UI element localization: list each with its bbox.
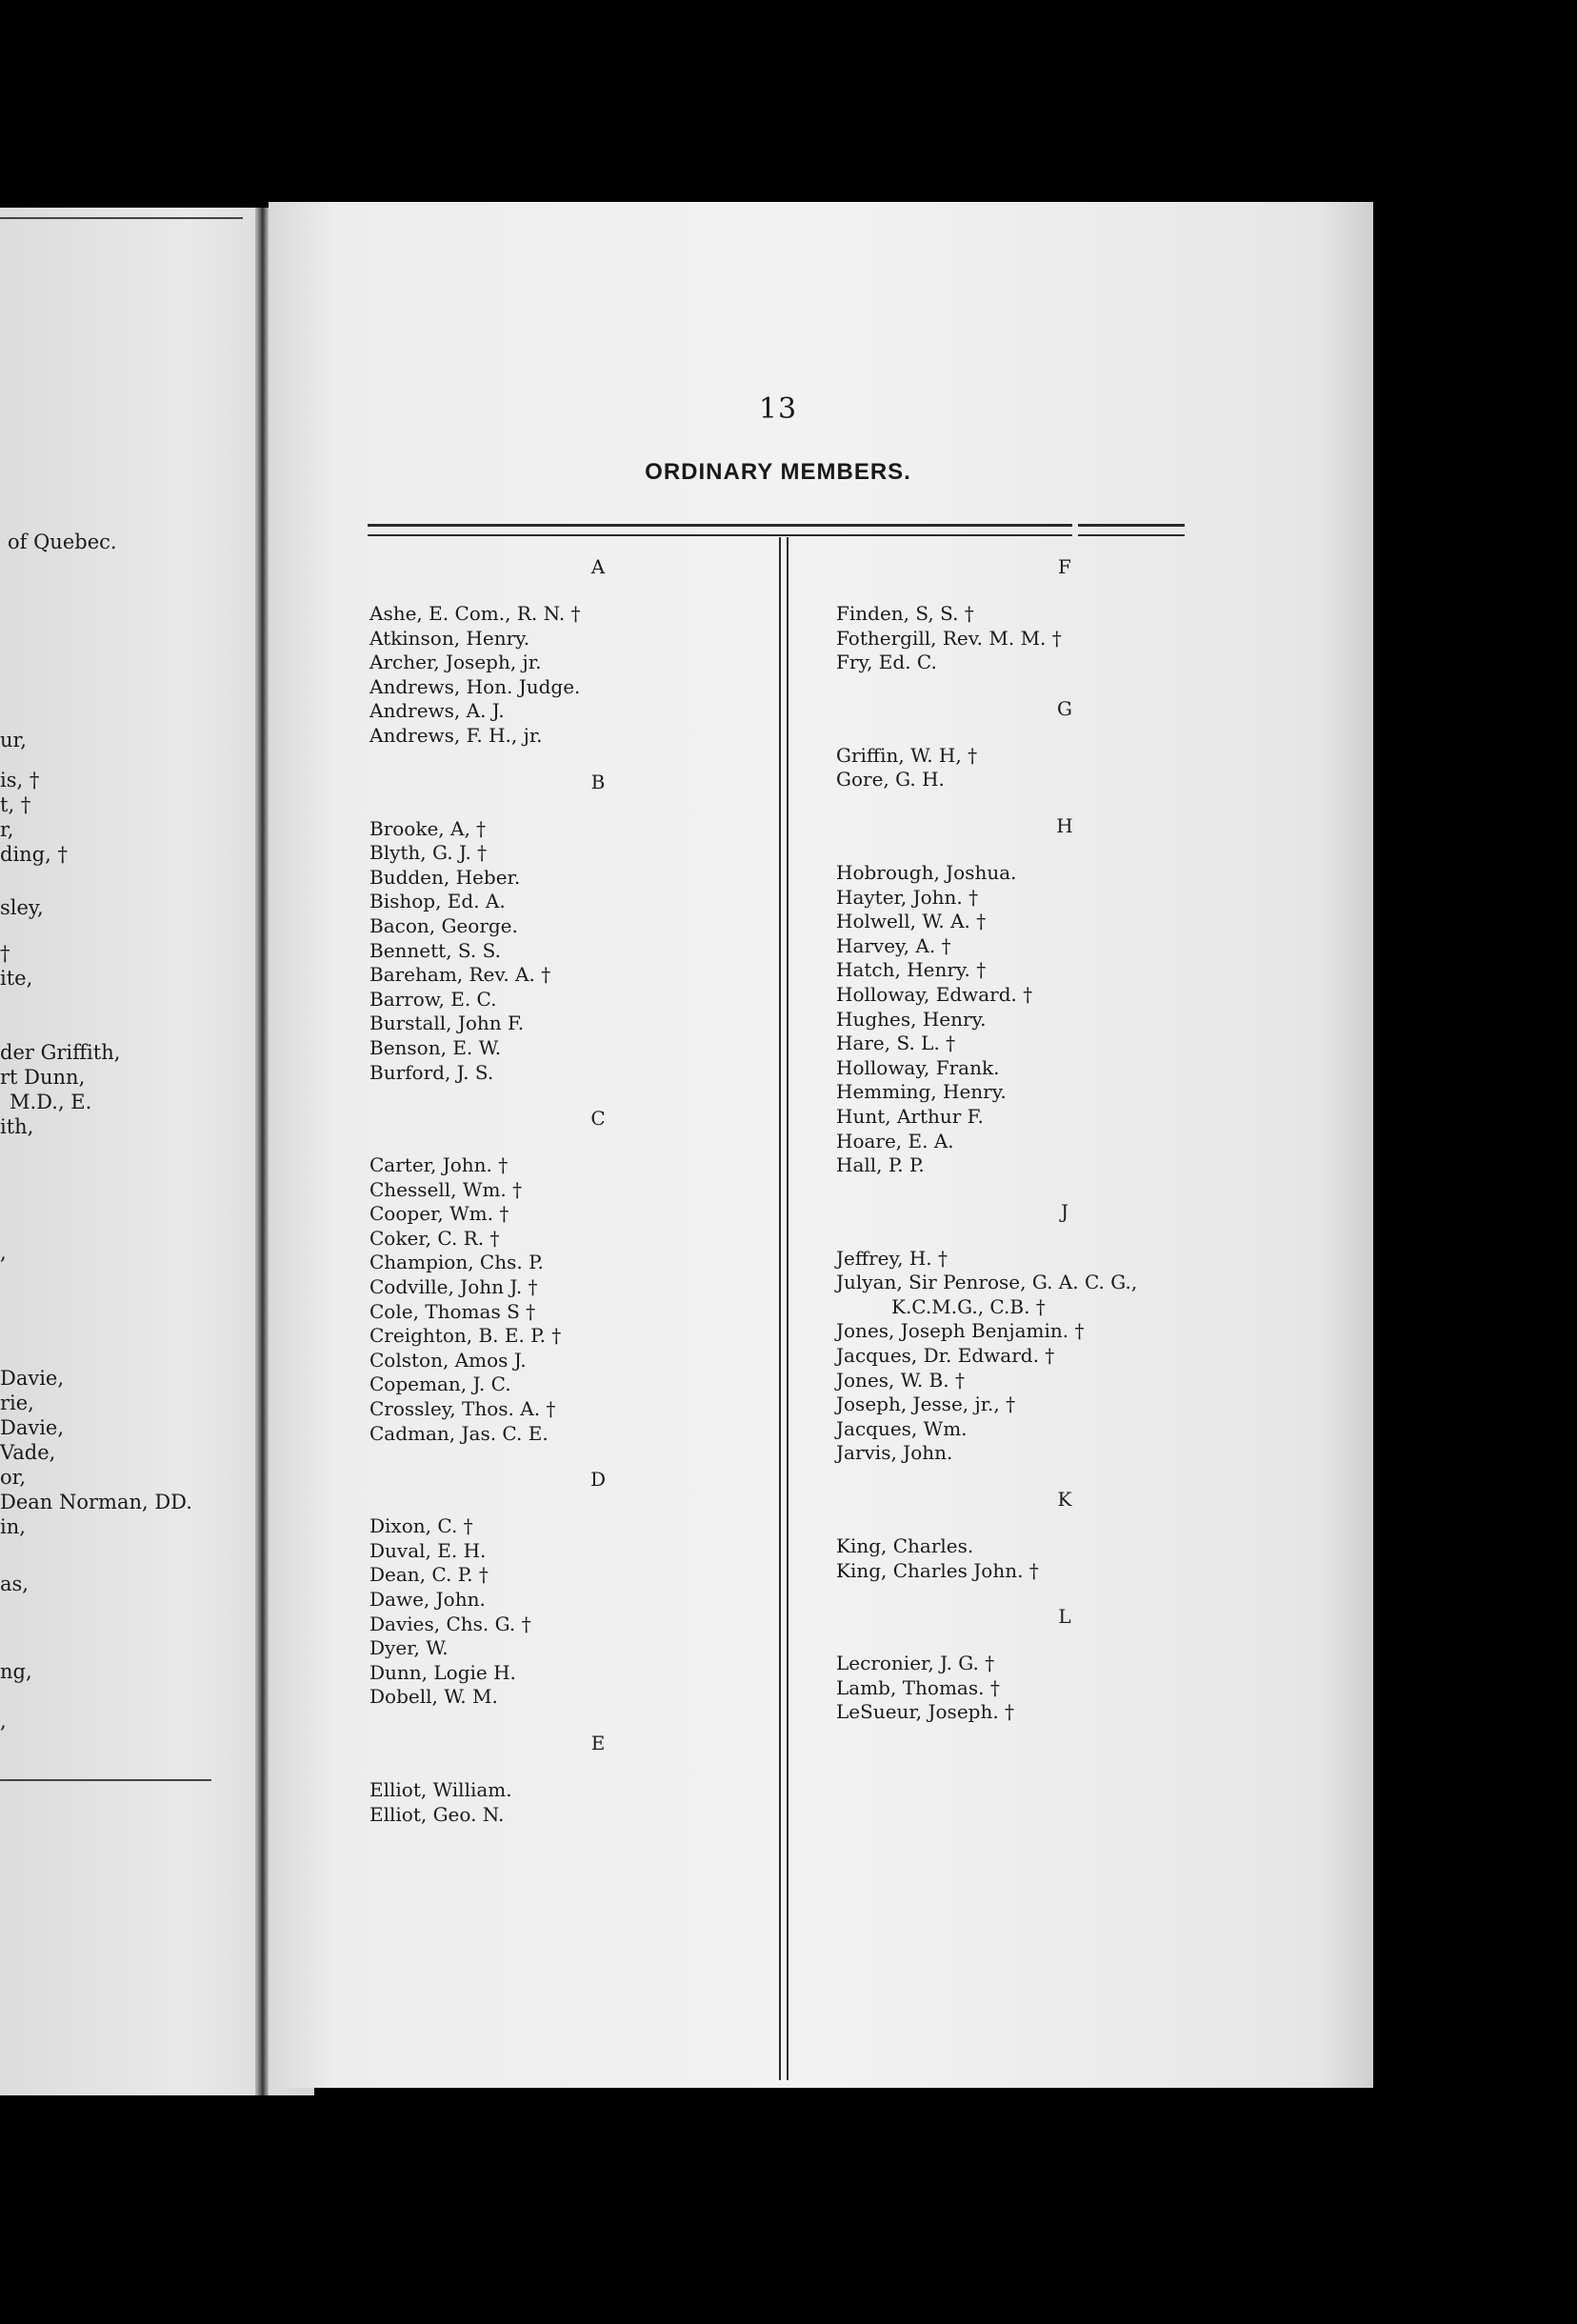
member-list	[369, 602, 788, 749]
section-c	[369, 1106, 788, 1446]
member-list	[836, 1534, 1255, 1583]
member-entry: Colston, Amos J.	[369, 1348, 527, 1372]
member-entry: Davies, Chs. G. †	[369, 1612, 531, 1635]
left-line: Dean Norman, DD.	[0, 1491, 192, 1513]
left-line: Davie,	[0, 1416, 65, 1439]
member-entry: Hemming, Henry.	[836, 1080, 1007, 1104]
left-line: ith,	[0, 1115, 34, 1138]
member-entry: Burstall, John F.	[369, 1012, 525, 1035]
member-entry: Dobell, W. M.	[369, 1685, 498, 1709]
member-entry: Andrews, A. J.	[369, 699, 505, 723]
left-line: M.D., E.	[10, 1091, 92, 1113]
member-entry: Creighton, B. E. P. †	[369, 1324, 562, 1348]
section-letter: A	[590, 555, 606, 578]
left-line: in,	[0, 1515, 26, 1538]
member-entry: LeSueur, Joseph. †	[836, 1700, 1015, 1724]
left-line: of Quebec.	[8, 531, 117, 553]
section-letter: E	[590, 1731, 606, 1754]
section-a	[369, 554, 788, 749]
member-entry: Archer, Joseph, jr.	[369, 651, 542, 674]
member-entry: Bareham, Rev. A. †	[369, 963, 551, 987]
section-k	[836, 1487, 1255, 1583]
left-line: ng,	[0, 1660, 32, 1683]
member-entry: Griffin, W. H, †	[836, 743, 978, 767]
member-entry: Jacques, Wm.	[836, 1416, 968, 1440]
section-d	[369, 1467, 788, 1710]
left-line: r,	[0, 818, 14, 841]
section-letter: F	[1058, 555, 1071, 578]
header-double-rule	[368, 524, 1072, 536]
member-entry: Andrews, Hon. Judge.	[369, 674, 581, 698]
member-entry: Chessell, Wm. †	[369, 1177, 523, 1201]
member-entry: Brooke, A, †	[369, 816, 487, 840]
member-entry: Benson, E. W.	[369, 1035, 502, 1059]
member-entry: Champion, Chs. P.	[369, 1251, 544, 1274]
section-f	[836, 554, 1255, 675]
member-entry: Carter, John. †	[369, 1153, 509, 1177]
section-b	[369, 770, 788, 1086]
section-letter: G	[1057, 696, 1072, 720]
left-line: sley,	[0, 896, 44, 919]
section-letter: H	[1056, 813, 1073, 837]
members-column-right	[836, 554, 1255, 1746]
section-e	[369, 1731, 788, 1827]
member-list	[836, 744, 1255, 792]
member-entry: Burford, J. S.	[369, 1060, 494, 1084]
member-list	[836, 602, 1255, 675]
left-bottom-rule	[0, 1779, 211, 1781]
member-entry: Jones, W. B. †	[836, 1368, 965, 1392]
right-page	[269, 202, 1373, 2088]
member-entry: Cooper, Wm. †	[369, 1202, 509, 1226]
member-entry: Dixon, C. †	[369, 1514, 473, 1538]
member-entry: Blyth, G. J. †	[369, 841, 488, 865]
member-entry: Hunt, Arthur F.	[836, 1104, 984, 1128]
member-entry: Fry, Ed. C.	[836, 651, 937, 674]
left-line: ding, †	[0, 843, 68, 866]
member-entry: King, Charles.	[836, 1534, 974, 1558]
section-j	[836, 1199, 1255, 1466]
member-entry: Lecronier, J. G. †	[836, 1652, 995, 1675]
left-line: as,	[0, 1573, 29, 1595]
member-entry: Cadman, Jas. C. E.	[369, 1421, 549, 1445]
left-line: or,	[0, 1466, 27, 1489]
member-entry: Julyan, Sir Penrose, G. A. C. G.,	[836, 1271, 1138, 1294]
member-entry: Joseph, Jesse, jr., †	[836, 1392, 1016, 1416]
member-entry: Bennett, S. S.	[369, 938, 501, 962]
member-entry: Elliot, Geo. N.	[369, 1802, 505, 1826]
member-entry: Dawe, John.	[369, 1588, 486, 1611]
member-entry: Jones, Joseph Benjamin. †	[836, 1319, 1085, 1343]
member-list	[836, 1247, 1255, 1466]
section-letter: L	[1058, 1605, 1071, 1629]
member-entry: Andrews, F. H., jr.	[369, 723, 543, 747]
member-list	[369, 1778, 788, 1827]
member-entry: Hare, S. L. †	[836, 1032, 956, 1055]
member-entry: Harvey, A. †	[836, 933, 951, 957]
member-entry: Bishop, Ed. A.	[369, 890, 506, 913]
left-line: t, †	[0, 793, 31, 816]
left-line: ,	[0, 1710, 7, 1733]
member-entry: Elliot, William.	[369, 1777, 512, 1801]
member-entry: Ashe, E. Com., R. N. †	[369, 602, 581, 625]
page-gutter	[255, 208, 269, 2095]
left-line: ,	[0, 1241, 7, 1264]
section-letter: D	[589, 1468, 607, 1492]
section-letter: C	[590, 1107, 606, 1131]
member-list	[836, 1652, 1255, 1725]
member-list	[836, 861, 1255, 1178]
left-line: Vade,	[0, 1441, 56, 1464]
member-entry: Hayter, John. †	[836, 885, 979, 909]
left-line: is, †	[0, 769, 40, 791]
member-entry: Atkinson, Henry.	[369, 626, 530, 650]
member-entry: Lamb, Thomas. †	[836, 1675, 1000, 1699]
member-list	[369, 817, 788, 1086]
member-entry: Hoare, E. A.	[836, 1129, 954, 1152]
member-entry: Jacques, Dr. Edward. †	[836, 1344, 1055, 1368]
section-letter: J	[1060, 1199, 1069, 1223]
member-entry: K.C.M.G., C.B. †	[891, 1294, 1046, 1318]
left-line: ite,	[0, 967, 33, 990]
section-h	[836, 813, 1255, 1178]
left-line: rt Dunn,	[0, 1066, 86, 1089]
left-line: ur,	[0, 729, 27, 751]
member-entry: Gore, G. H.	[836, 768, 945, 791]
member-list	[369, 1153, 788, 1446]
member-entry: Duval, E. H.	[369, 1538, 487, 1562]
member-entry: Codville, John J. †	[369, 1275, 538, 1299]
page-number: 13	[758, 392, 798, 426]
member-entry: Cole, Thomas S †	[369, 1299, 536, 1323]
member-entry: Holloway, Frank.	[836, 1055, 1000, 1079]
members-column-left	[369, 554, 788, 1848]
member-entry: Finden, S, S. †	[836, 602, 974, 625]
member-entry: Dunn, Logie H.	[369, 1660, 516, 1684]
member-entry: Hatch, Henry. †	[836, 958, 987, 982]
member-entry: Hall, P. P.	[836, 1153, 925, 1177]
header-double-rule-end	[1078, 524, 1185, 536]
section-letter: B	[590, 770, 606, 793]
member-entry: Bacon, George.	[369, 913, 518, 937]
member-entry: Budden, Heber.	[369, 865, 521, 889]
member-entry: Dean, C. P. †	[369, 1563, 489, 1587]
member-entry: Hobrough, Joshua.	[836, 860, 1017, 884]
member-entry: Hughes, Henry.	[836, 1007, 987, 1031]
section-g	[836, 696, 1255, 792]
left-line: Davie,	[0, 1367, 65, 1390]
left-line: rie,	[0, 1392, 34, 1414]
member-entry: King, Charles John. †	[836, 1558, 1039, 1582]
section-letter: K	[1057, 1488, 1072, 1512]
left-line: der Griffith,	[0, 1041, 121, 1064]
member-entry: Copeman, J. C.	[369, 1372, 511, 1396]
member-entry: Fothergill, Rev. M. M. †	[836, 626, 1062, 650]
member-entry: Jeffrey, H. †	[836, 1246, 948, 1270]
member-entry: Jarvis, John.	[836, 1441, 953, 1465]
member-entry: Holwell, W. A. †	[836, 910, 987, 933]
member-entry: Barrow, E. C.	[369, 987, 497, 1011]
page-title: ORDINARY MEMBERS.	[645, 459, 911, 485]
member-entry: Crossley, Thos. A. †	[369, 1397, 556, 1421]
member-entry: Holloway, Edward. †	[836, 982, 1033, 1006]
left-line: †	[0, 942, 10, 965]
member-list	[369, 1514, 788, 1710]
member-entry: Coker, C. R. †	[369, 1226, 500, 1250]
left-top-rule	[0, 217, 243, 219]
member-entry: Dyer, W.	[369, 1636, 449, 1660]
section-l	[836, 1604, 1255, 1725]
